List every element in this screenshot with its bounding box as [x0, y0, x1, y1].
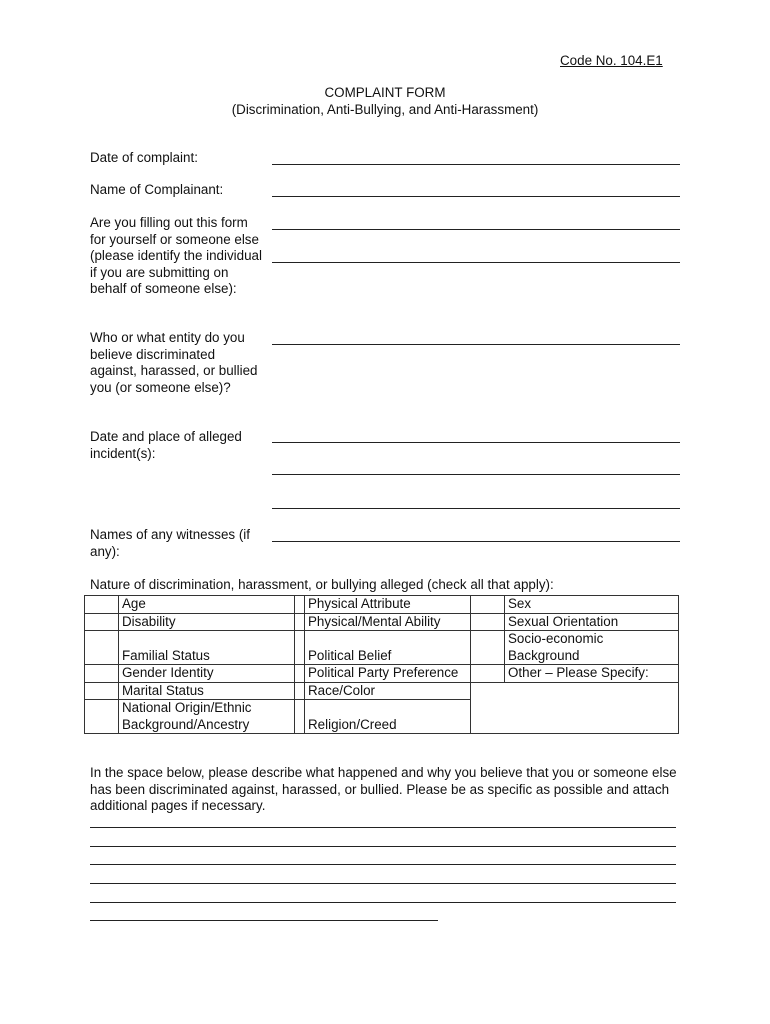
respondent-label: Who or what entity do you believe discriminated against, harassed, or bullied you (or someone else)?: [90, 330, 258, 395]
checkbox-political-belief[interactable]: [295, 631, 305, 665]
description-line-1[interactable]: [90, 827, 676, 828]
date-of-complaint-label: Date of complaint:: [90, 150, 198, 165]
nature-heading: Nature of discrimination, harassment, or bullying alleged (check all that apply):: [90, 577, 554, 592]
checkbox-gender-identity[interactable]: [85, 665, 119, 683]
date-of-complaint-field[interactable]: [272, 164, 680, 165]
witnesses-label: Names of any witnesses (if any):: [90, 527, 251, 559]
checkbox-race-color[interactable]: [295, 682, 305, 700]
option-label: Sexual Orientation: [505, 613, 679, 631]
form-subtitle: (Discrimination, Anti-Bullying, and Anti-Harassment): [231, 102, 539, 117]
checkbox-physical-attribute[interactable]: [295, 596, 305, 614]
checkbox-disability[interactable]: [85, 613, 119, 631]
nature-checklist-table: [84, 595, 679, 734]
witnesses-field[interactable]: [272, 541, 680, 542]
checklist-row: [85, 631, 679, 665]
option-label: Physical Attribute: [305, 596, 471, 614]
checkbox-age[interactable]: [85, 596, 119, 614]
filling-out-for-field-1[interactable]: [272, 229, 680, 230]
complainant-name-label: Name of Complainant:: [90, 182, 224, 197]
checkbox-socio-economic[interactable]: [471, 631, 505, 665]
description-line-3[interactable]: [90, 864, 676, 865]
other-specify-area[interactable]: [471, 682, 679, 734]
incident-date-place-field-3[interactable]: [272, 508, 680, 509]
option-label: Other – Please Specify:: [505, 665, 679, 683]
option-label: National Origin/Ethnic Background/Ancestry: [119, 700, 295, 734]
checkbox-familial-status[interactable]: [85, 631, 119, 665]
complainant-name-field[interactable]: [272, 196, 680, 197]
checklist-row: [85, 665, 679, 683]
checkbox-religion-creed[interactable]: [295, 700, 305, 734]
checklist-row: [85, 613, 679, 631]
option-label: Familial Status: [119, 631, 295, 665]
filling-out-for-label: Are you filling out this form for yourself or someone else (please identify the individual if you are submitting on behalf of someone else):: [90, 215, 262, 296]
option-label: Marital Status: [119, 682, 295, 700]
option-label: Sex: [505, 596, 679, 614]
checkbox-sex[interactable]: [471, 596, 505, 614]
option-label: Age: [119, 596, 295, 614]
respondent-field[interactable]: [272, 344, 680, 345]
incident-date-place-label: Date and place of alleged incident(s):: [90, 429, 242, 461]
checkbox-sexual-orientation[interactable]: [471, 613, 505, 631]
filling-out-for-field-2[interactable]: [272, 262, 680, 263]
option-label: Race/Color: [305, 682, 471, 700]
description-line-5[interactable]: [90, 902, 676, 903]
checkbox-national-origin[interactable]: [85, 700, 119, 734]
checkbox-physical-mental-ability[interactable]: [295, 613, 305, 631]
option-label: Gender Identity: [119, 665, 295, 683]
form-title: COMPLAINT FORM: [324, 85, 446, 100]
incident-date-place-field-1[interactable]: [272, 442, 680, 443]
checkbox-other[interactable]: [471, 665, 505, 683]
checklist-row: [85, 596, 679, 614]
checkbox-political-party[interactable]: [295, 665, 305, 683]
option-label: Political Party Preference: [305, 665, 471, 683]
option-label: Socio-economic Background: [505, 631, 679, 665]
checkbox-marital-status[interactable]: [85, 682, 119, 700]
option-label: Physical/Mental Ability: [305, 613, 471, 631]
option-label: Disability: [119, 613, 295, 631]
description-line-4[interactable]: [90, 883, 676, 884]
checklist-row: [85, 682, 679, 700]
description-instructions: In the space below, please describe what happened and why you believe that you or someone else has been discriminated against, harassed, or bullied. Please be as specific as possible and attach additional pages if necessary.: [90, 765, 677, 813]
incident-date-place-field-2[interactable]: [272, 474, 680, 475]
code-number: Code No. 104.E1: [560, 53, 663, 68]
option-label: Political Belief: [305, 631, 471, 665]
description-line-2[interactable]: [90, 846, 676, 847]
option-label: Religion/Creed: [305, 700, 471, 734]
description-line-6[interactable]: [90, 920, 438, 921]
